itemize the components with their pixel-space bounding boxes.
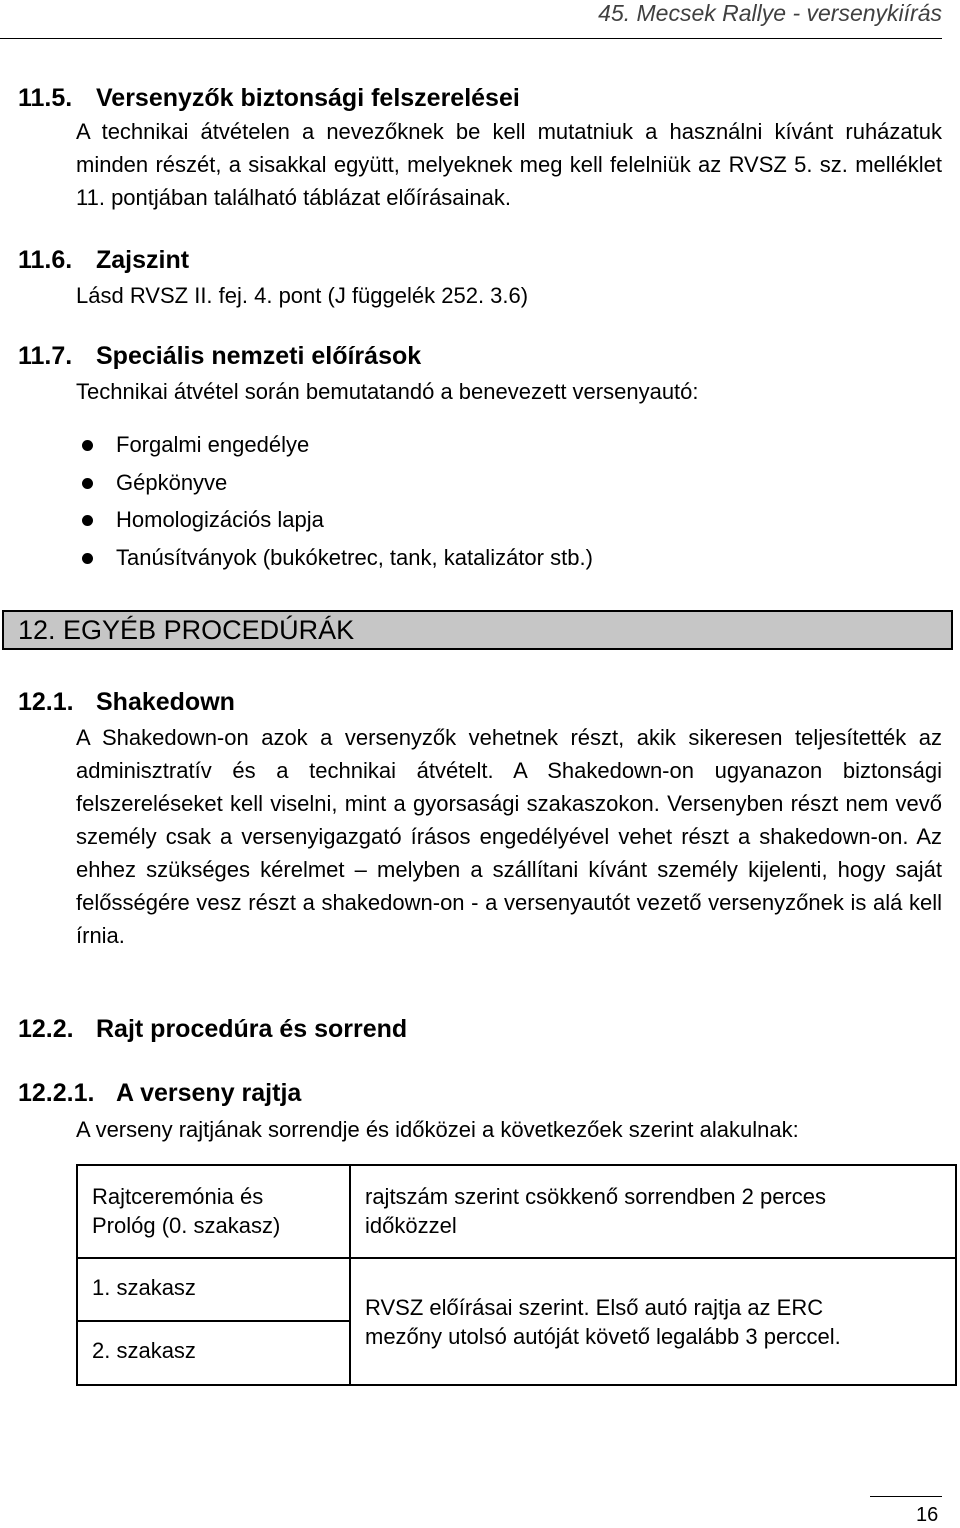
paragraph-11-6: Lásd RVSZ II. fej. 4. pont (J függelék 252. 3.6): [76, 283, 529, 308]
paragraph-11-7: Technikai átvétel során bemutatandó a benevezett versenyautó:: [76, 379, 699, 404]
cell-text: 1. szakasz: [92, 1275, 196, 1300]
heading-number: 12.1.: [18, 688, 74, 716]
bullet-icon: [82, 553, 93, 564]
bullet-icon: [82, 515, 93, 526]
list-item: [76, 543, 936, 581]
cell-text: Prológ (0. szakasz): [92, 1213, 281, 1238]
paragraph-12-2-1: A verseny rajtjának sorrendje és időközei a következőek szerint alakulnak:: [76, 1117, 799, 1142]
table-cell: [77, 1165, 350, 1258]
heading-12-1: [18, 688, 235, 717]
list-item: [76, 505, 936, 543]
paragraph-11-5: A technikai átvételen a nevezőknek be kell mutatniuk a használni kívánt ruházatuk minden részét, a sisakkal együtt, melyeknek meg kell felelniük az RVSZ 5. sz. melléklet 11. pontjában található táblázat előírásainak.: [76, 119, 942, 210]
cell-text: Rajtceremónia és: [92, 1184, 264, 1209]
page-header: [0, 0, 942, 39]
table-cell: [77, 1321, 350, 1385]
heading-11-7: [18, 342, 421, 371]
table-cell: [350, 1258, 956, 1385]
paragraph-12-1: A Shakedown-on azok a versenyzők vehetnek részt, akik sikeresen teljesítették az adminisztratív és a technikai átvételt. A Shakedown-on ugyanazon biztonsági felszereléseket kell viselni, mint a gyorsasági szakaszokon. Versenyben részt nem vevő személy csak a versenyigazgató írásos engedélyével vehet részt a shakedown-on. Az ehhez szükséges kérelmet – melyben a szállítani kívánt személy kijelenti, hogy saját felősségére vesz részt a shakedown-on - a versenyautót vezető versenyzőnek is alá kell írnia.: [76, 725, 942, 948]
heading-title: A verseny rajtja: [116, 1079, 302, 1107]
table-row: [77, 1165, 956, 1258]
cell-text: rajtszám szerint csökkenő sorrendben 2 perces: [365, 1184, 826, 1209]
table-cell: [77, 1258, 350, 1321]
page-number: 16: [916, 1504, 939, 1526]
list-item: [76, 468, 936, 506]
start-order-table: [76, 1164, 957, 1386]
heading-title: Rajt procedúra és sorrend: [96, 1015, 408, 1043]
cell-text: 2. szakasz: [92, 1338, 196, 1363]
footer-divider: [870, 1496, 942, 1497]
section-12-bar: [2, 610, 953, 650]
table-cell: [350, 1165, 956, 1258]
heading-title: Zajszint: [96, 246, 190, 274]
list-item-label: Gépkönyve: [116, 469, 228, 495]
heading-title: Versenyzők biztonsági felszerelései: [96, 84, 520, 112]
heading-number: 12.2.1.: [18, 1079, 95, 1107]
cell-text: RVSZ előírásai szerint. Első autó rajtja az ERC: [365, 1294, 824, 1320]
table-row: [77, 1258, 956, 1321]
heading-title: Shakedown: [96, 688, 235, 716]
list-item-label: Forgalmi engedélye: [116, 432, 310, 457]
section-title: 12. EGYÉB PROCEDÚRÁK: [18, 615, 355, 645]
list-item: [76, 430, 936, 468]
heading-number: 12.2.: [18, 1015, 74, 1043]
cell-text: időközzel: [365, 1213, 457, 1238]
header-title: 45. Mecsek Rallye - versenykiírás: [598, 0, 942, 26]
heading-number: 11.6.: [18, 246, 73, 274]
requirements-list: [76, 430, 936, 581]
bullet-icon: [82, 478, 93, 489]
heading-12-2: [18, 1015, 407, 1044]
heading-11-5: [18, 84, 520, 113]
cell-text: mezőny utolsó autóját követő legalább 3 perccel.: [365, 1323, 841, 1349]
heading-title: Speciális nemzeti előírások: [96, 342, 422, 370]
heading-12-2-1: [18, 1079, 301, 1108]
heading-11-6: [18, 246, 189, 275]
heading-number: 11.7.: [18, 342, 73, 370]
bullet-icon: [82, 440, 93, 451]
list-item-label: Homologizációs lapja: [116, 507, 324, 533]
heading-number: 11.5.: [18, 84, 73, 112]
list-item-label: Tanúsítványok (bukóketrec, tank, katalizátor stb.): [116, 545, 593, 571]
